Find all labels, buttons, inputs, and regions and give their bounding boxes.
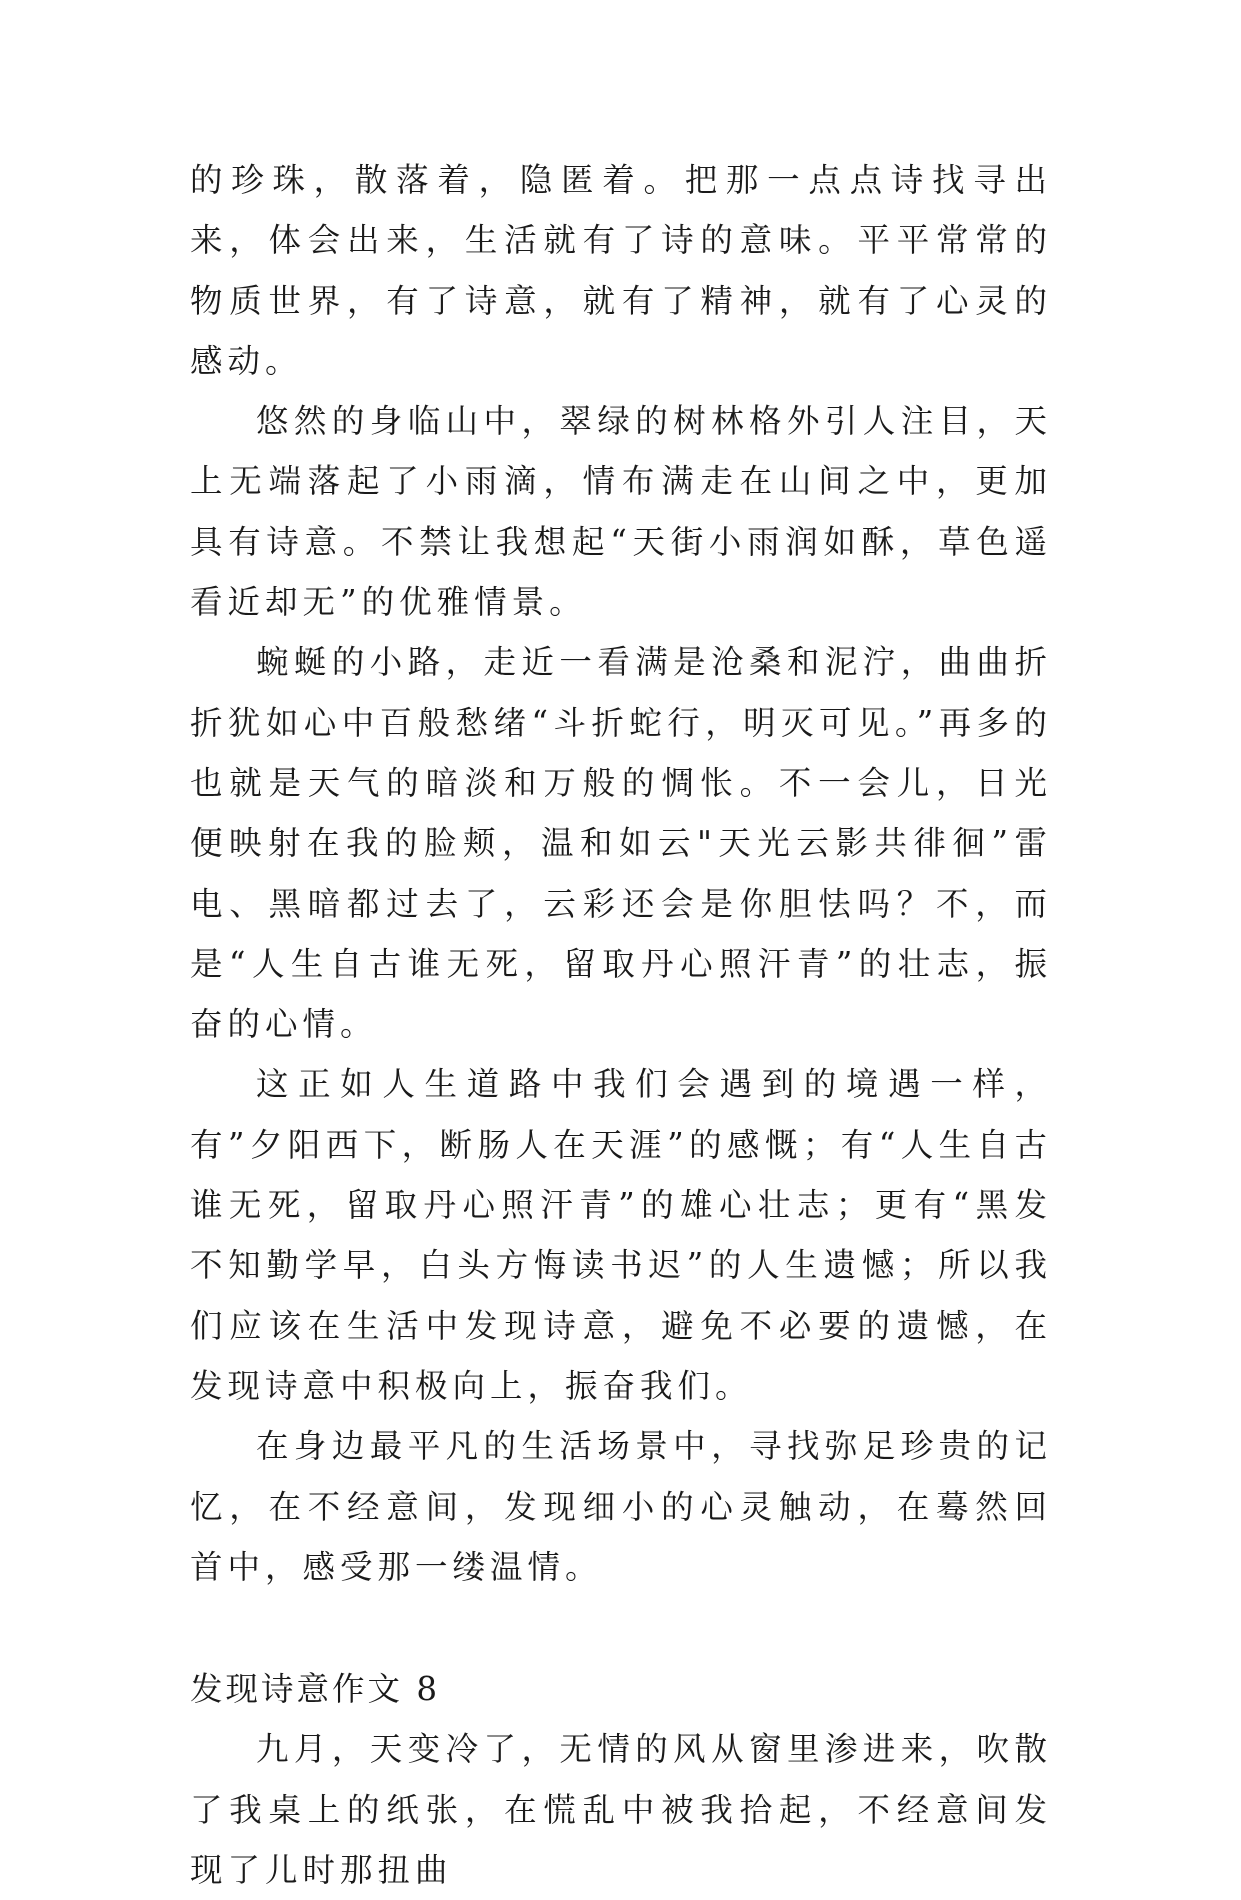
paragraph-3: 蜿蜒的小路，走近一看满是沧桑和泥泞，曲曲折折犹如心中百般愁绪“斗折蛇行，明灭可见。”再多的也就是天气的暗淡和万般的惆怅。不一会儿，日光便映射在我的脸颊，温和如云"天光云影共徘徊”雷电、黑暗都过去了，云彩还会是你胆怯吗？不，而是“人生自古谁无死，留取丹心照汗青”的壮志，振奋的心情。 (190, 643, 1052, 1044)
section-heading: 发现诗意作文 8 (190, 1670, 441, 1709)
document-body (190, 150, 1052, 1900)
paragraph-1: 的珍珠，散落着，隐匿着。把那一点点诗找寻出来，体会出来，生活就有了诗的意味。平平常常的物质世界，有了诗意，就有了精神，就有了心灵的感动。 (190, 161, 1052, 380)
paragraph-6: 九月，天变冷了，无情的风从窗里渗进来，吹散了我桌上的纸张，在慌乱中被我拾起，不经意间发现了儿时那扭曲 (190, 1730, 1052, 1890)
paragraph-4: 这正如人生道路中我们会遇到的境遇一样，有”夕阳西下，断肠人在天涯”的感慨；有“人生自古谁无死，留取丹心照汗青”的雄心壮志；更有“黑发不知勤学早，白头方悔读书迟”的人生遗憾；所以我们应该在生活中发现诗意，避免不必要的遗憾，在发现诗意中积极向上，振奋我们。 (190, 1065, 1052, 1405)
paragraph-2: 悠然的身临山中，翠绿的树林格外引人注目，天上无端落起了小雨滴，情布满走在山间之中，更加具有诗意。不禁让我想起“天街小雨润如酥，草色遥看近却无”的优雅情景。 (190, 402, 1052, 622)
paragraph-5: 在身边最平凡的生活场景中，寻找弥足珍贵的记忆，在不经意间，发现细小的心灵触动，在蓦然回首中，感受那一缕温情。 (190, 1427, 1052, 1586)
